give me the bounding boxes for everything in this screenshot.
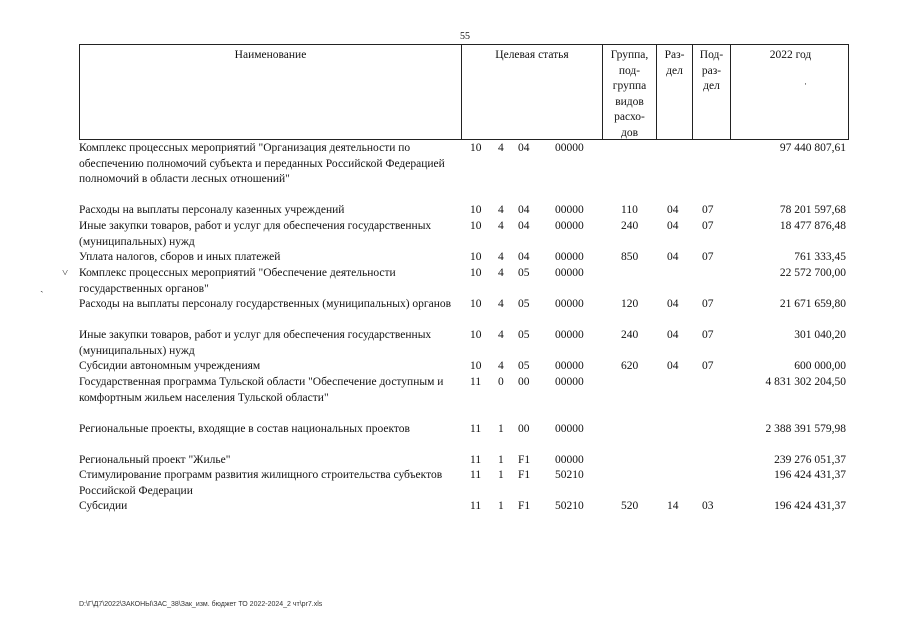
row-direction: 00000 bbox=[555, 423, 584, 435]
pen-mark: ˏ bbox=[40, 281, 44, 293]
row-event: 04 bbox=[518, 204, 530, 216]
row-name: Расходы на выплаты персоналу государственных (муниципальных) органов bbox=[79, 298, 452, 310]
pen-mark: ˅ bbox=[62, 267, 69, 279]
row-amount: 600 000,00 bbox=[794, 360, 846, 372]
row-program: 10 bbox=[470, 360, 482, 372]
row-name: Уплата налогов, сборов и иных платежей bbox=[79, 251, 281, 263]
row-group: 110 bbox=[621, 204, 638, 216]
row-program: 10 bbox=[470, 329, 482, 341]
row-program: 11 bbox=[470, 423, 482, 435]
header-target: Целевая статья bbox=[462, 45, 603, 139]
row-group: 620 bbox=[621, 360, 639, 372]
row-section: 04 bbox=[667, 329, 679, 341]
row-section: 04 bbox=[667, 220, 679, 232]
row-event: 05 bbox=[518, 360, 530, 372]
row-direction: 00000 bbox=[555, 204, 584, 216]
row-event: 05 bbox=[518, 267, 530, 279]
row-subprogram: 4 bbox=[498, 251, 504, 263]
row-program: 10 bbox=[470, 204, 482, 216]
row-program: 10 bbox=[470, 267, 482, 279]
row-subprogram: 4 bbox=[498, 329, 504, 341]
row-amount: 18 477 876,48 bbox=[779, 220, 846, 232]
row-direction: 00000 bbox=[555, 267, 584, 279]
row-amount: 21 671 659,80 bbox=[779, 298, 846, 310]
row-direction: 00000 bbox=[555, 298, 584, 310]
row-section: 14 bbox=[667, 500, 679, 512]
header-year: 2022 год bbox=[769, 49, 812, 61]
row-amount: 22 572 700,00 bbox=[779, 267, 846, 279]
row-name: Иные закупки товаров, работ и услуг для обеспечения государственных (муниципальных) нужд bbox=[79, 329, 432, 357]
row-subprogram: 4 bbox=[498, 298, 504, 310]
row-direction: 00000 bbox=[555, 360, 584, 372]
row-section: 04 bbox=[667, 204, 679, 216]
row-group: 850 bbox=[621, 251, 639, 263]
row-subprogram: 4 bbox=[498, 267, 504, 279]
row-subprogram: 1 bbox=[498, 500, 504, 512]
row-name: Расходы на выплаты персоналу казенных учреждений bbox=[79, 204, 345, 216]
header-section: Раз- дел bbox=[657, 45, 693, 139]
page-number: 55 bbox=[460, 31, 470, 42]
row-program: 10 bbox=[470, 251, 482, 263]
row-program: 11 bbox=[470, 500, 482, 512]
row-program: 11 bbox=[470, 469, 482, 481]
row-name: Региональный проект "Жилье" bbox=[79, 454, 231, 466]
row-program: 10 bbox=[470, 142, 482, 154]
row-name: Комплекс процессных мероприятий "Обеспечение деятельности государственных органов" bbox=[79, 267, 396, 295]
row-amount: 301 040,20 bbox=[794, 329, 846, 341]
row-amount: 78 201 597,68 bbox=[779, 204, 846, 216]
row-program: 11 bbox=[470, 454, 482, 466]
row-program: 11 bbox=[470, 376, 482, 388]
row-group: 120 bbox=[621, 298, 639, 310]
row-name: Стимулирование программ развития жилищного строительства субъектов Российской Федерации bbox=[79, 469, 443, 497]
row-subsection: 07 bbox=[702, 204, 714, 216]
row-subsection: 07 bbox=[702, 220, 714, 232]
row-amount: 4 831 302 204,50 bbox=[765, 376, 846, 388]
row-event: 04 bbox=[518, 251, 530, 263]
row-event: 00 bbox=[518, 423, 530, 435]
row-section: 04 bbox=[667, 298, 679, 310]
row-event: F1 bbox=[518, 469, 531, 481]
row-subsection: 07 bbox=[702, 251, 714, 263]
row-direction: 00000 bbox=[555, 142, 584, 154]
table-header bbox=[79, 44, 849, 140]
row-subsection: 07 bbox=[702, 298, 714, 310]
row-direction: 00000 bbox=[555, 376, 584, 388]
row-subprogram: 1 bbox=[498, 423, 504, 435]
row-event: F1 bbox=[518, 454, 531, 466]
row-amount: 196 424 431,37 bbox=[774, 469, 846, 481]
row-group: 520 bbox=[621, 500, 639, 512]
row-program: 10 bbox=[470, 298, 482, 310]
row-direction: 00000 bbox=[555, 329, 584, 341]
row-section: 04 bbox=[667, 360, 679, 372]
row-subprogram: 4 bbox=[498, 360, 504, 372]
row-amount: 97 440 807,61 bbox=[779, 142, 846, 154]
row-event: 05 bbox=[518, 298, 530, 310]
row-amount: 239 276 051,37 bbox=[774, 454, 846, 466]
row-direction: 00000 bbox=[555, 454, 584, 466]
row-group: 240 bbox=[621, 220, 639, 232]
row-event: 05 bbox=[518, 329, 530, 341]
row-subsection: 03 bbox=[702, 500, 714, 512]
header-name: Наименование bbox=[80, 45, 462, 139]
row-section: 04 bbox=[667, 251, 679, 263]
row-subsection: 07 bbox=[702, 360, 714, 372]
row-name: Субсидии bbox=[79, 500, 128, 512]
stray-mark: · bbox=[804, 79, 807, 89]
file-path: D:\Г\Д7\2022\ЗАКОНЫ\ЗАС_38\Зак_изм. бюджет ТО 2022-2024_2 чт\pr7.xls bbox=[79, 601, 323, 608]
row-name: Региональные проекты, входящие в состав национальных проектов bbox=[79, 423, 410, 435]
row-subprogram: 4 bbox=[498, 204, 504, 216]
row-subprogram: 4 bbox=[498, 220, 504, 232]
row-group: 240 bbox=[621, 329, 639, 341]
header-group: Группа, под- группа видов расхо- дов bbox=[603, 45, 657, 139]
row-direction: 50210 bbox=[555, 469, 584, 481]
row-event: 00 bbox=[518, 376, 530, 388]
row-amount: 761 333,45 bbox=[794, 251, 846, 263]
row-event: 04 bbox=[518, 142, 530, 154]
row-direction: 00000 bbox=[555, 220, 584, 232]
row-direction: 50210 bbox=[555, 500, 584, 512]
row-event: F1 bbox=[518, 500, 531, 512]
row-program: 10 bbox=[470, 220, 482, 232]
row-name: Иные закупки товаров, работ и услуг для обеспечения государственных (муниципальных) нужд bbox=[79, 220, 432, 248]
row-amount: 196 424 431,37 bbox=[774, 500, 846, 512]
row-direction: 00000 bbox=[555, 251, 584, 263]
row-name: Субсидии автономным учреждениям bbox=[79, 360, 261, 372]
row-event: 04 bbox=[518, 220, 530, 232]
row-subprogram: 1 bbox=[498, 454, 504, 466]
row-name: Комплекс процессных мероприятий "Организация деятельности по обеспечению полномочий субъекта и переданных Российской Федерацией полномочий в области лесных отношений" bbox=[79, 142, 445, 185]
row-subprogram: 1 bbox=[498, 469, 504, 481]
row-subprogram: 4 bbox=[498, 142, 504, 154]
row-name: Государственная программа Тульской области "Обеспечение доступным и комфортным жильем населения Тульской области" bbox=[79, 376, 444, 404]
row-amount: 2 388 391 579,98 bbox=[765, 423, 846, 435]
row-subprogram: 0 bbox=[498, 376, 504, 388]
row-subsection: 07 bbox=[702, 329, 714, 341]
header-subsection: Под- раз- дел bbox=[693, 45, 731, 139]
